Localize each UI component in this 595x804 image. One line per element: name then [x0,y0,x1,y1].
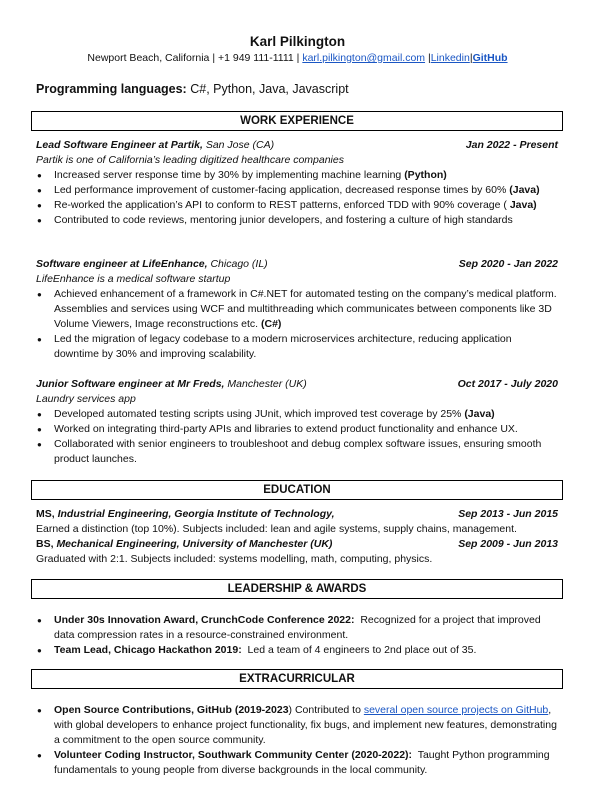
job-summary: LifeEnhance is a medical software startup [36,273,231,285]
contact-line [0,52,595,64]
github-link[interactable]: GitHub [472,52,508,64]
award-title: Team Lead, Chicago Hackathon 2019: [54,644,242,656]
job-title: Software engineer at LifeEnhance, [36,258,208,270]
separator: | [427,52,431,64]
section-leadership-awards: LEADERSHIP & AWARDS [31,579,563,599]
education-entry [36,537,558,567]
job-bullets [36,168,558,228]
job-title: Junior Software engineer at Mr Freds, [36,378,225,390]
activity-title: Open Source Contributions, GitHub (2019-2023 [54,704,289,716]
job-date: Sep 2020 - Jan 2022 [458,258,558,270]
list-item [36,643,558,658]
education-detail: Earned a distinction (top 10%). Subjects included: lean and agile systems, supply chains, management. [36,523,517,535]
award-text: Recognized for a project that improved data compression rates in a resource-constrained environment. [54,614,541,641]
job-date: Oct 2017 - July 2020 [457,378,558,390]
job-bullets [36,407,558,467]
education-header [36,537,558,552]
job-title: Lead Software Engineer at Partik, [36,139,203,151]
section-education: EDUCATION [31,480,563,500]
job-header [36,137,558,153]
job-bullets [36,287,558,362]
education-date: Sep 2013 - Jun 2015 [458,508,558,520]
separator: | [469,52,473,64]
list-item: ● Contributed to code reviews, mentoring junior developers, and fostering a culture of high standards [36,213,558,228]
job-date: Jan 2022 - Present [465,139,558,151]
list-item: ● Re-worked the application’s API to conform to REST patterns, enforced TDD with 90% coverage ( Java) [36,198,558,213]
contact-text: Newport Beach, California | +1 949 111-1111 | [87,52,300,64]
list-item: ● Led the migration of legacy codebase to a modern microservices architecture, reducing application downtime by 30% and improving scalability. [36,332,558,362]
candidate-name: Karl Pilkington [249,34,346,49]
list-item: ● Achieved enhancement of a framework in C#.NET for automated testing on the company’s medical platform. Assemblies and services using WCF and multithreading which communicates between components like 3D Volume Viewers, Image reconstructions etc. (C#) [36,287,558,332]
degree: BS, [36,538,54,550]
open-source-projects-link[interactable]: several open source projects on GitHub [363,704,549,716]
job-location: Manchester (UK) [227,378,307,390]
education-detail: Graduated with 2:1. Subjects included: systems modelling, math, computing, physics. [36,553,433,565]
job-entry [36,256,558,362]
linkedin-link[interactable]: Linkedin [430,52,470,64]
email-link[interactable]: karl.pilkington@gmail.com [302,52,426,64]
degree-field: Mechanical Engineering, University of Manchester (UK) [56,538,333,550]
list-item: ● Volunteer Coding Instructor, Southwark Community Center (2020-2022): Taught Python programming fundamentals to young people from diverse backgrounds in the local community. [36,748,558,778]
extracurricular-list [36,703,558,778]
job-location: Chicago (IL) [210,258,268,270]
list-item: ● Led performance improvement of customer-facing application, decreased response times by 60% (Java) [36,183,558,198]
degree: MS, [36,508,55,520]
degree-field: Industrial Engineering, Georgia Institute of Technology, [57,508,335,520]
job-location: San Jose (CA) [205,139,275,151]
education-date: Sep 2009 - Jun 2013 [458,538,558,550]
award-text: Led a team of 4 engineers to 2nd place out of 35. [247,644,477,656]
job-summary: Partik is one of California’s leading digitized healthcare companies [36,154,344,166]
award-title: Under 30s Innovation Award, CrunchCode Conference 2022: [54,614,355,626]
list-item: ● Open Source Contributions, GitHub (2019-2023) Contributed to several open source projects on GitHub, with global developers to enhance project functionality, fix bugs, and implement new features, demonstrating a commitment to the open source community. [36,703,558,748]
programming-languages [36,82,349,96]
list-item: ● Worked on integrating third-party APIs and libraries to extend product functionality and enhance UX. [36,422,558,437]
section-work-experience: WORK EXPERIENCE [31,111,563,131]
list-item: ● Increased server response time by 30% by implementing machine learning (Python) [36,168,558,183]
languages-label: Programming languages: [36,82,187,96]
list-item: ● Collaborated with senior engineers to troubleshoot and debug complex software issues, ensuring smooth product launches. [36,437,558,467]
education-entry [36,507,558,537]
activity-title: Volunteer Coding Instructor, Southwark Community Center (2020-2022): [54,749,413,761]
job-header [36,376,558,392]
list-item: ● Developed automated testing scripts using JUnit, which improved test coverage by 25% (Java) [36,407,558,422]
education-header [36,507,558,522]
languages-value: C#, Python, Java, Javascript [190,82,349,96]
job-entry [36,376,558,467]
job-summary: Laundry services app [36,393,136,405]
job-entry [36,137,558,228]
job-header [36,256,558,272]
section-extracurricular: EXTRACURRICULAR [31,669,563,689]
awards-list [36,613,558,658]
list-item [36,613,558,643]
